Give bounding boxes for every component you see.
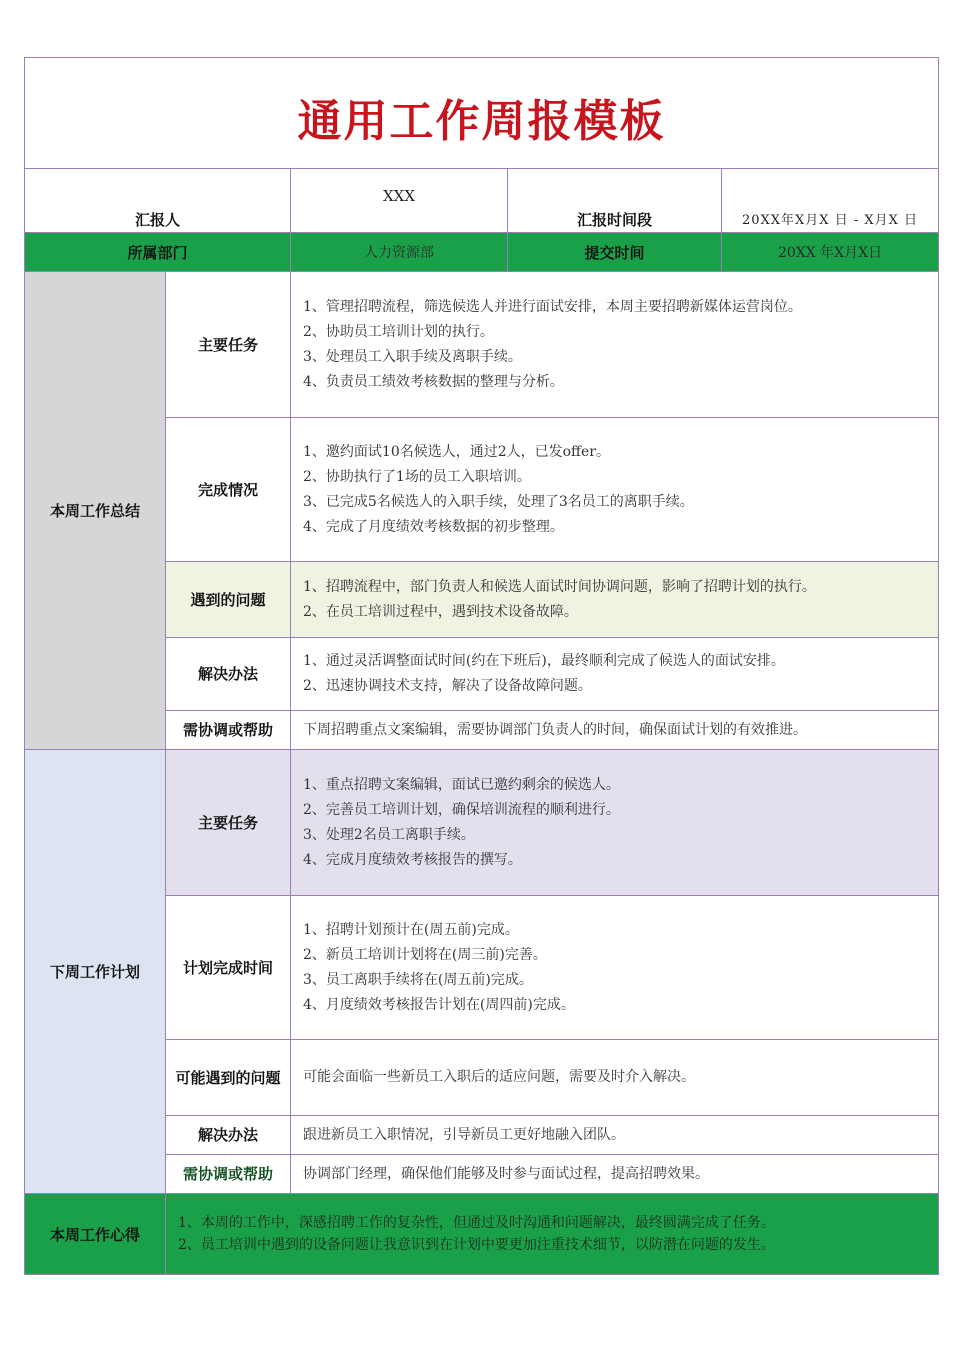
list-item: 2、在员工培训过程中，遇到技术设备故障。 xyxy=(303,603,578,620)
this-week-completion-label: 完成情况 xyxy=(166,418,291,562)
this-week-solutions-label: 解决办法 xyxy=(166,638,291,711)
list-item: 跟进新员工入职情况，引导新员工更好地融入团队。 xyxy=(303,1126,625,1143)
report-table xyxy=(24,57,939,1275)
list-item: 1、招聘计划预计在(周五前)完成。 xyxy=(303,921,519,938)
list-item: 3、处理2名员工离职手续。 xyxy=(303,826,475,843)
list-item: 4、完成了月度绩效考核数据的初步整理。 xyxy=(303,518,564,535)
next-week-tasks-label: 主要任务 xyxy=(166,750,291,896)
list-item: 1、重点招聘文案编辑，面试已邀约剩余的候选人。 xyxy=(303,776,620,793)
reporter-row xyxy=(25,169,939,233)
this-week-help-content xyxy=(291,711,939,750)
next-week-solutions-label: 解决办法 xyxy=(166,1116,291,1155)
this-week-tasks-label: 主要任务 xyxy=(166,272,291,418)
this-week-problems-label: 遇到的问题 xyxy=(166,562,291,638)
submit-label: 提交时间 xyxy=(508,233,722,272)
list-item: 3、处理员工入职手续及离职手续。 xyxy=(303,348,522,365)
list-item: 可能会面临一些新员工入职后的适应问题，需要及时介入解决。 xyxy=(303,1069,695,1085)
dept-value: 人力资源部 xyxy=(291,233,508,272)
next-week-schedule-content xyxy=(291,896,939,1040)
period-label: 汇报时间段 xyxy=(508,169,722,233)
list-item: 2、协助执行了1场的员工入职培训。 xyxy=(303,468,531,485)
list-item: 2、员工培训中遇到的设备问题让我意识到在计划中要更加注重技术细节，以防潜在问题的发生。 xyxy=(178,1237,775,1253)
this-week-solutions-content xyxy=(291,638,939,711)
this-week-tasks-content xyxy=(291,272,939,418)
insight-content xyxy=(166,1194,939,1275)
dept-label: 所属部门 xyxy=(25,233,291,272)
this-week-row-tasks xyxy=(25,272,939,418)
list-item: 1、管理招聘流程，筛选候选人并进行面试安排，本周主要招聘新媒体运营岗位。 xyxy=(303,298,802,315)
list-item: 协调部门经理，确保他们能够及时参与面试过程，提高招聘效果。 xyxy=(303,1165,709,1182)
list-item: 3、已完成5名候选人的入职手续，处理了3名员工的离职手续。 xyxy=(303,493,694,510)
next-week-schedule-label: 计划完成时间 xyxy=(166,896,291,1040)
this-week-problems-content xyxy=(291,562,939,638)
next-week-problems-label: 可能遇到的问题 xyxy=(166,1040,291,1116)
list-item: 下周招聘重点文案编辑，需要协调部门负责人的时间，确保面试计划的有效推进。 xyxy=(303,721,807,738)
weekly-report-sheet xyxy=(24,57,938,1262)
next-week-help-label: 需协调或帮助 xyxy=(166,1155,291,1194)
list-item: 4、月度绩效考核报告计划在(周四前)完成。 xyxy=(303,996,575,1013)
list-item: 1、邀约面试10名候选人，通过2人，已发offer。 xyxy=(303,443,610,460)
title-cell xyxy=(25,58,939,169)
list-item: 4、负责员工绩效考核数据的整理与分析。 xyxy=(303,373,564,390)
next-week-help-content xyxy=(291,1155,939,1194)
this-week-completion-content xyxy=(291,418,939,562)
dept-row xyxy=(25,233,939,272)
list-item: 1、通过灵活调整面试时间(约在下班后)，最终顺利完成了候选人的面试安排。 xyxy=(303,653,785,669)
this-week-help-label: 需协调或帮助 xyxy=(166,711,291,750)
list-item: 2、协助员工培训计划的执行。 xyxy=(303,323,494,340)
list-item: 2、新员工培训计划将在(周三前)完善。 xyxy=(303,946,547,963)
next-week-solutions-content xyxy=(291,1116,939,1155)
this-week-section-label: 本周工作总结 xyxy=(25,272,166,750)
reporter-label: 汇报人 xyxy=(25,169,291,233)
period-value: 20XX年X月X 日 - X月X 日 xyxy=(722,169,939,233)
next-week-section-label: 下周工作计划 xyxy=(25,750,166,1194)
list-item: 2、迅速协调技术支持，解决了设备故障问题。 xyxy=(303,678,592,694)
page-title: 通用工作周报模板 xyxy=(297,96,666,147)
next-week-row-tasks xyxy=(25,750,939,896)
list-item: 1、本周的工作中，深感招聘工作的复杂性，但通过及时沟通和问题解决，最终圆满完成了任务。 xyxy=(178,1215,775,1231)
insight-label: 本周工作心得 xyxy=(25,1194,166,1275)
insight-row xyxy=(25,1194,939,1275)
list-item: 4、完成月度绩效考核报告的撰写。 xyxy=(303,851,522,868)
list-item: 3、员工离职手续将在(周五前)完成。 xyxy=(303,971,533,988)
reporter-value: XXX xyxy=(291,169,508,233)
submit-value: 20XX 年X月X日 xyxy=(722,233,939,272)
list-item: 2、完善员工培训计划，确保培训流程的顺利进行。 xyxy=(303,801,620,818)
next-week-problems-content xyxy=(291,1040,939,1116)
list-item: 1、招聘流程中，部门负责人和候选人面试时间协调问题，影响了招聘计划的执行。 xyxy=(303,578,816,595)
next-week-tasks-content xyxy=(291,750,939,896)
title-row xyxy=(25,58,939,169)
